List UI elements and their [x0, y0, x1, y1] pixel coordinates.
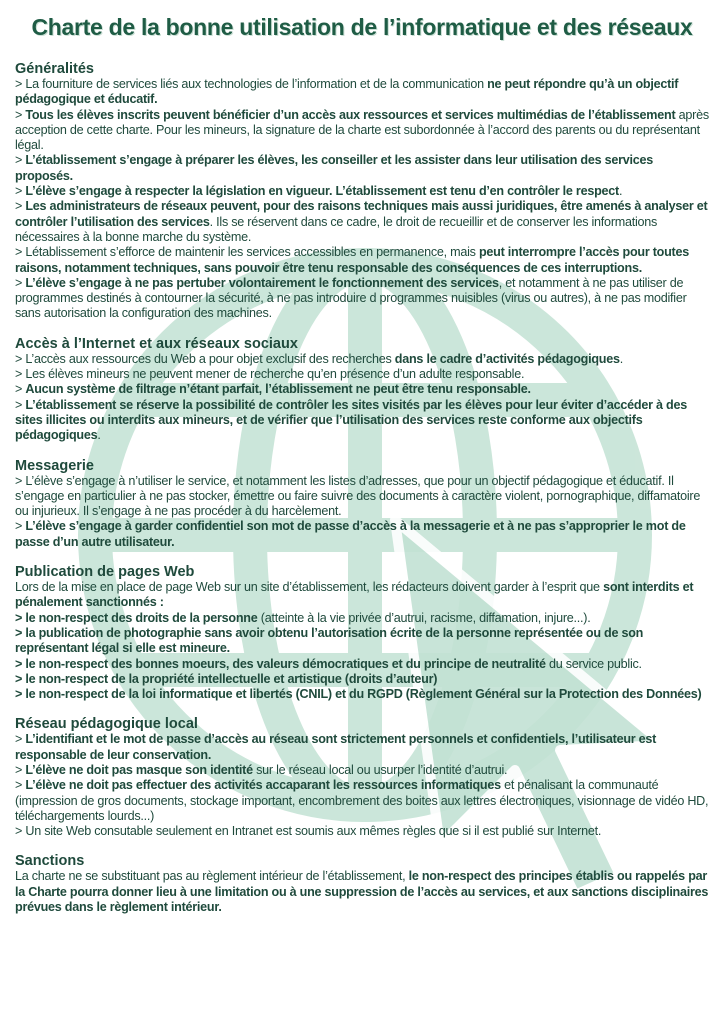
- paragraph: [15, 869, 709, 915]
- bold-text: > le non-respect des droits de la personne: [15, 610, 258, 625]
- bold-text: L’établissement s’engage à préparer les élèves, les conseiller et les assister dans leur utilisation des services proposés.: [15, 153, 654, 183]
- section: [15, 61, 709, 322]
- text: du service public.: [545, 656, 642, 671]
- section: [15, 336, 709, 444]
- text: Lors de la mise en place de page Web sur un site d’établissement, les rédacteurs doivent garder à l’esprit que: [15, 580, 604, 595]
- paragraph: [15, 276, 709, 322]
- bold-text: L’élève ne doit pas effectuer des activités accaparant les ressources informatiques: [25, 778, 501, 793]
- paragraph: [15, 153, 709, 184]
- bold-text: > la publication de photographie sans avoir obtenu l’autorisation écrite de la personne représentée ou de son représentant légal si elle est mineure.: [15, 625, 644, 656]
- paragraph: [15, 672, 709, 687]
- paragraph: [15, 474, 709, 520]
- paragraph: [15, 778, 709, 824]
- text: >: [15, 519, 26, 534]
- section: [15, 716, 709, 839]
- section: [15, 564, 709, 702]
- section-heading: Réseau pédagogique local: [15, 716, 198, 733]
- section-heading: Sanctions: [15, 853, 85, 870]
- bold-text: Aucun système de filtrage n’étant parfait, l’établissement ne peut être tenu responsable.: [25, 382, 531, 397]
- paragraph: [15, 367, 709, 382]
- text: sur le réseau local ou usurper l’identité d’autrui.: [252, 762, 508, 777]
- bold-text: > le non-respect de la loi informatique et libertés (CNIL) et du RGPD (Règlement Général sur la Protection des Données): [15, 687, 702, 702]
- section: [15, 458, 709, 550]
- bold-text: L’élève s’engage à respecter la législation en vigueur. L’établissement est tenu d’en contrôler le respect: [25, 184, 619, 199]
- paragraph: [15, 398, 709, 444]
- paragraph: [15, 824, 709, 839]
- bold-text: dans le cadre d’activités pédagogiques: [394, 351, 620, 366]
- bold-text: Tous les élèves inscrits peuvent bénéficier d’un accès aux ressources et services multimédias de l’établissement: [25, 107, 676, 122]
- section-heading: Publication de pages Web: [15, 564, 195, 581]
- bold-text: Les administrateurs de réseaux peuvent, pour des raisons techniques mais aussi juridiques, être amenés à analyser et contrôler l’utilisation des services: [15, 199, 708, 229]
- text: >: [15, 382, 26, 397]
- section-heading: Généralités: [15, 61, 94, 77]
- text: .: [619, 351, 624, 366]
- paragraph: [15, 763, 709, 778]
- paragraph: [15, 580, 709, 611]
- paragraph: [15, 352, 709, 367]
- paragraph: [15, 77, 709, 108]
- paragraph: [15, 611, 709, 626]
- bold-text: L’élève s’engage à garder confidentiel son mot de passe d’accès à la messagerie et à ne pas s’approprier le mot de passe d’un autre utilisateur.: [15, 519, 686, 549]
- text: > L’accès aux ressources du Web a pour objet exclusif des recherches: [15, 351, 395, 366]
- text: >: [15, 778, 26, 793]
- paragraph: [15, 687, 709, 702]
- text: .: [97, 428, 101, 443]
- text: >: [15, 397, 26, 412]
- bold-text: L’identifiant et le mot de passe d’accès au réseau sont strictement personnels et confidentiels, l’utilisateur est responsable de leur conservation.: [15, 732, 657, 762]
- sections-container: [15, 61, 709, 915]
- paragraph: [15, 245, 709, 276]
- paragraph: [15, 184, 709, 199]
- text: et pénalisant la communauté (impression de gros documents, stockage important, encombrement des boites aux lettres électroniques, visionnage de vidéo HD, téléchargements lourds...): [15, 778, 709, 823]
- paragraph: [15, 657, 709, 672]
- bold-text: L’élève ne doit pas masque son identité: [25, 762, 253, 777]
- bold-text: > le non-respect des bonnes moeurs, des valeurs démocratiques et du principe de neutralité: [15, 656, 546, 671]
- text: >: [15, 275, 26, 290]
- paragraph: [15, 732, 709, 763]
- text: >: [15, 153, 26, 168]
- text: . Ils se réservent dans ce cadre, le droit de recueillir et de conserver les informations nécessaires à la bonne marche du système.: [15, 214, 658, 244]
- text: > L’élève s’engage à n’utiliser le service, et notamment les listes d’adresses, que pour un objectif pédagogique et éducatif. Il s’engage en particulier à ne pas stocker, émettre ou faire suivre des documents à caractère violent, pornographique, diffamatoire ou injurieux. Il s’engage à ne pas procéder à du harcèlement.: [15, 473, 701, 519]
- bold-text: L’élève s’engage à ne pas pertuber volontairement le fonctionnement des services: [25, 275, 499, 290]
- bold-text: ne peut répondre qu’à un objectif pédagogique et éducatif.: [15, 77, 679, 107]
- bold-text: le non-respect des principes établis ou rappelés par la Charte pourra donner lieu à une limitation ou à une suppression de l’accès au services, et aux sanctions disciplinaires prévues dans le règlement intérieur.: [15, 869, 709, 915]
- page-title: Charte de la bonne utilisation de l’informatique et des réseaux: [31, 14, 693, 40]
- text: > Les élèves mineurs ne peuvent mener de recherche qu’en présence d’un adulte responsable.: [15, 367, 525, 382]
- text: >: [15, 732, 26, 747]
- text: >: [15, 199, 26, 214]
- text: après acception de cette charte. Pour les mineurs, la signature de la charte est subordonnée à l’accord des parents ou du représentant légal.: [15, 107, 709, 153]
- bold-text: sont interdits et pénalement sanctionnés :: [15, 580, 694, 610]
- bold-text: > le non-respect de la propriété intellectuelle et artistique (droits d’auteur): [15, 671, 438, 686]
- section-heading: Messagerie: [15, 457, 94, 474]
- paragraph: [15, 199, 709, 245]
- text: , et notamment à ne pas utiliser de programmes destinés à contourner la sécurité, à ne pas introduire d programmes nuisibles (virus ou autres), à ne pas modifier sans autorisation la configuration des machines.: [15, 275, 687, 321]
- text: > Un site Web consutable seulement en Intranet est soumis aux mêmes règles que si il est publié sur Internet.: [15, 824, 602, 839]
- text: >: [15, 107, 26, 122]
- text: > La fourniture de services liés aux technologies de l’information et de la communication: [15, 77, 488, 91]
- paragraph: [15, 108, 709, 154]
- paragraph: [15, 519, 709, 550]
- text: (atteinte à la vie privée d’autrui, racisme, diffamation, injure...).: [257, 610, 591, 625]
- paragraph: [15, 382, 709, 397]
- paragraph: [15, 626, 709, 657]
- text: La charte ne se substituant pas au règlement intérieur de l’établissement,: [15, 869, 409, 884]
- text: >: [15, 762, 26, 777]
- section-heading: Accès à l’Internet et aux réseaux sociaux: [15, 335, 298, 352]
- text: >: [15, 184, 26, 199]
- section: [15, 853, 709, 915]
- bold-text: L’établissement se réserve la possibilité de contrôler les sites visités par les élèves pour leur éviter d’accéder à des sites illicites ou interdits aux mineurs, et de vérifier que l’utilisation des services reste conforme aux objectifs pédagogiques: [15, 397, 687, 443]
- bold-text: peut interrompre l’accès pour toutes raisons, notamment techniques, sans pouvoir être tenu responsable des conséquences de ces interruptions.: [15, 245, 690, 275]
- text: .: [618, 184, 623, 199]
- text: > Létablissement s’efforce de maintenir les services accessibles en permanence, mais: [15, 245, 479, 260]
